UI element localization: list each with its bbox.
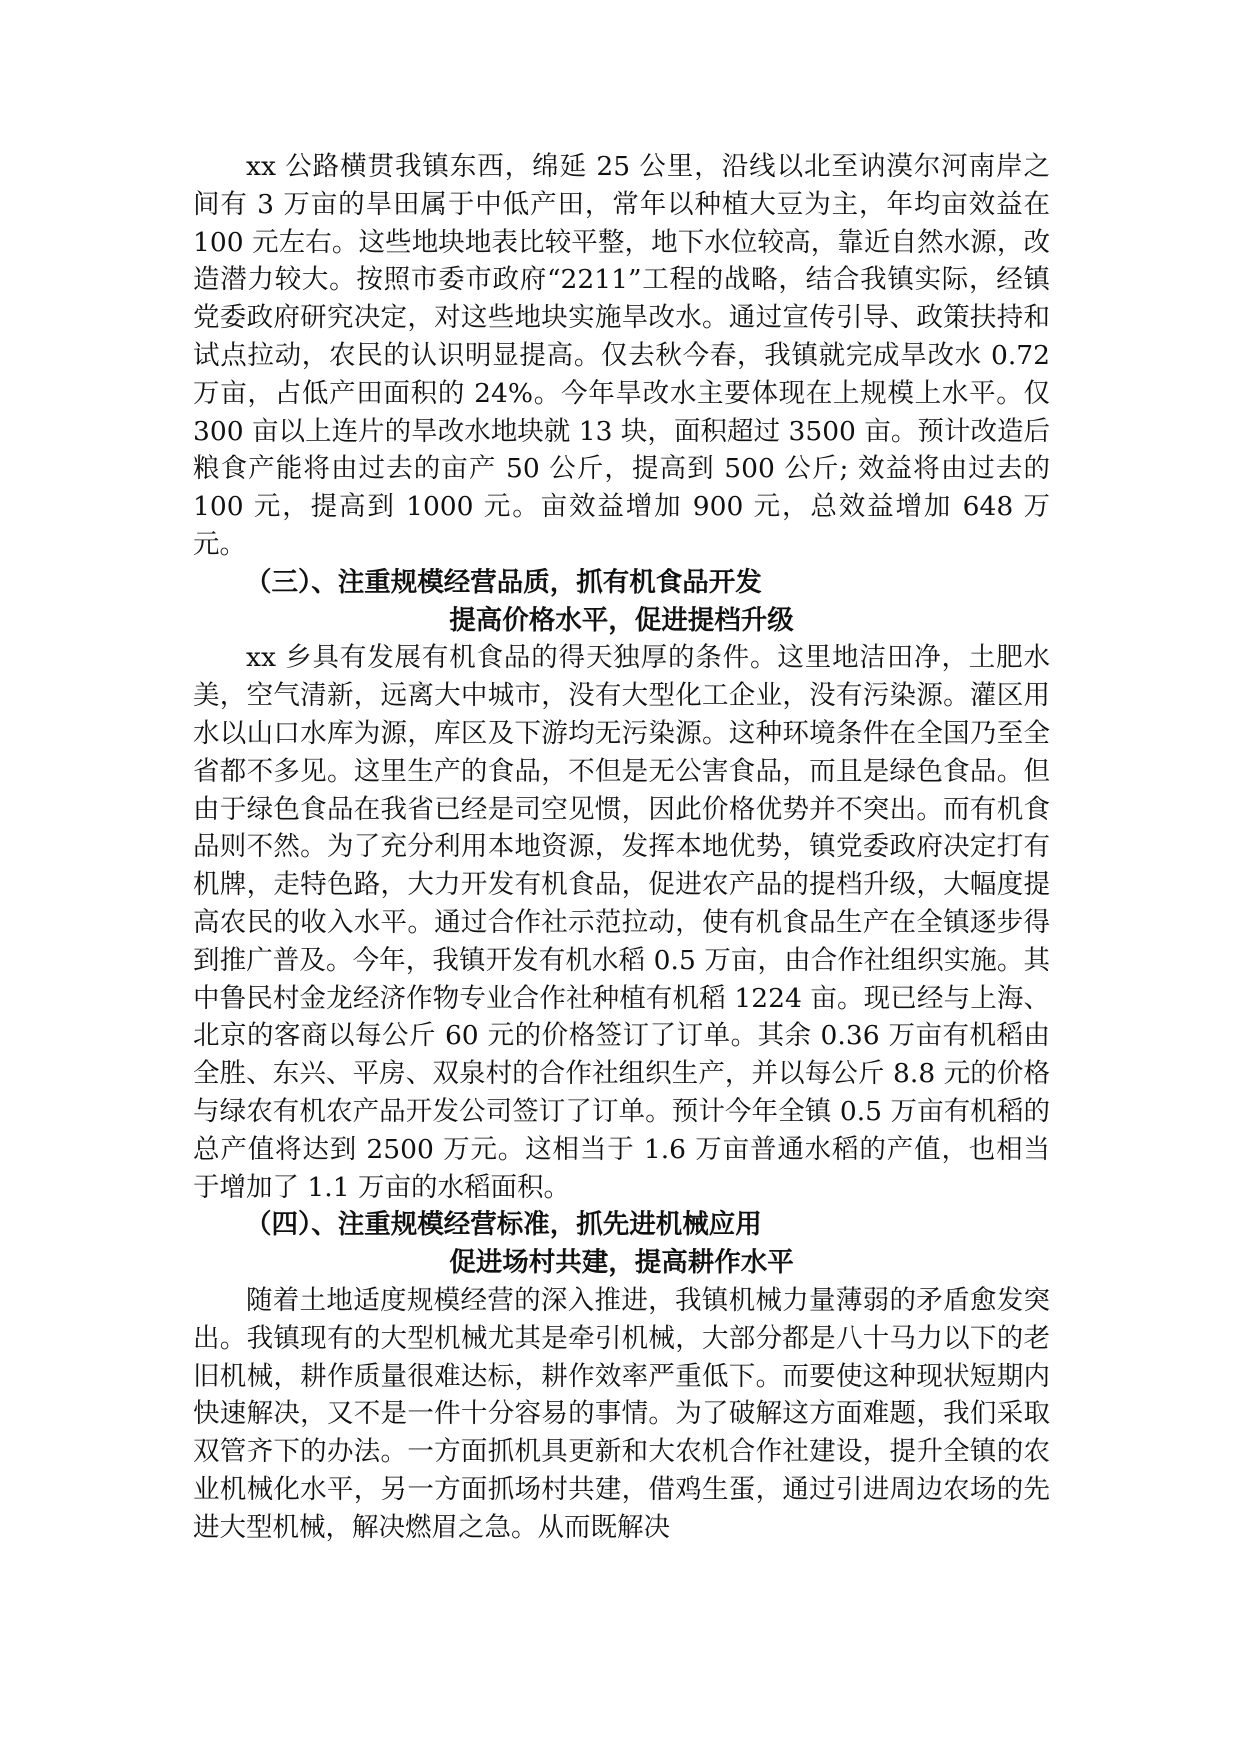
section-heading-4	[193, 1206, 1050, 1282]
paragraph-machinery: 随着土地适度规模经营的深入推进，我镇机械力量薄弱的矛盾愈发突出。我镇现有的大型机械尤其是牵引机械，大部分都是八十马力以下的老旧机械，耕作质量很难达标，耕作效率严重低下。而要使这种现状短期内快速解决，又不是一件十分容易的事情。为了破解这方面难题，我们采取双管齐下的办法。一方面抓机具更新和大农机合作社建设，提升全镇的农业机械化水平，另一方面抓场村共建，借鸡生蛋，通过引进周边农场的先进大型机械，解决燃眉之急。从而既解决	[193, 1284, 1050, 1543]
section-heading-4-line-1: （四）、注重规模经营标准，抓先进机械应用	[245, 1209, 762, 1241]
document-body	[193, 148, 1050, 1546]
paragraph-dry-to-paddy-conversion: xx 公路横贯我镇东西，绵延 25 公里，沿线以北至讷漠尔河南岸之间有 3 万亩的旱田属于中低产田，常年以种植大豆为主，年均亩效益在 100 元左右。这些地块地表比较平整，地下水位较高，靠近自然水源，改造潜力较大。按照市委市政府“2211”工程的战略，结合我镇实际，经镇党委政府研究决定，对这些地块实施旱改水。通过宣传引导、政策扶持和试点拉动，农民的认识明显提高。仅去秋今春，我镇就完成旱改水 0.72 万亩，占低产田面积的 24%。今年旱改水主要体现在上规模上水平。仅 300 亩以上连片的旱改水地块就 13 块，面积超过 3500 亩。预计改造后粮食产能将由过去的亩产 50 公斤，提高到 500 公斤; 效益将由过去的 100 元，提高到 1000 元。亩效益增加 900 元，总效益增加 648 万元。	[193, 151, 1050, 560]
section-heading-3-line-2: 提高价格水平，促进提档升级	[449, 604, 794, 636]
paragraph-organic-food: xx 乡具有发展有机食品的得天独厚的条件。这里地洁田净，土肥水美，空气清新，远离大中城市，没有大型化工企业，没有污染源。灌区用水以山口水库为源，库区及下游均无污染源。这种环境条件在全国乃至全省都不多见。这里生产的食品，不但是无公害食品，而且是绿色食品。但由于绿色食品在我省已经是司空见惯，因此价格优势并不突出。而有机食品则不然。为了充分利用本地资源，发挥本地优势，镇党委政府决定打有机牌，走特色路，大力开发有机食品，促进农产品的提档升级，大幅度提高农民的收入水平。通过合作社示范拉动，使有机食品生产在全镇逐步得到推广普及。今年，我镇开发有机水稻 0.5 万亩，由合作社组织实施。其中鲁民村金龙经济作物专业合作社种植有机稻 1224 亩。现已经与上海、北京的客商以每公斤 60 元的价格签订了订单。其余 0.36 万亩有机稻由全胜、东兴、平房、双泉村的合作社组织生产，并以每公斤 8.8 元的价格与绿农有机农产品开发公司签订了订单。预计今年全镇 0.5 万亩有机稻的总产值将达到 2500 万元。这相当于 1.6 万亩普通水稻的产值，也相当于增加了 1.1 万亩的水稻面积。	[193, 642, 1050, 1203]
section-heading-4-line-2: 促进场村共建，提高耕作水平	[449, 1247, 794, 1279]
section-heading-3-line-1: （三）、注重规模经营品质，抓有机食品开发	[245, 566, 762, 598]
section-heading-3	[193, 564, 1050, 640]
